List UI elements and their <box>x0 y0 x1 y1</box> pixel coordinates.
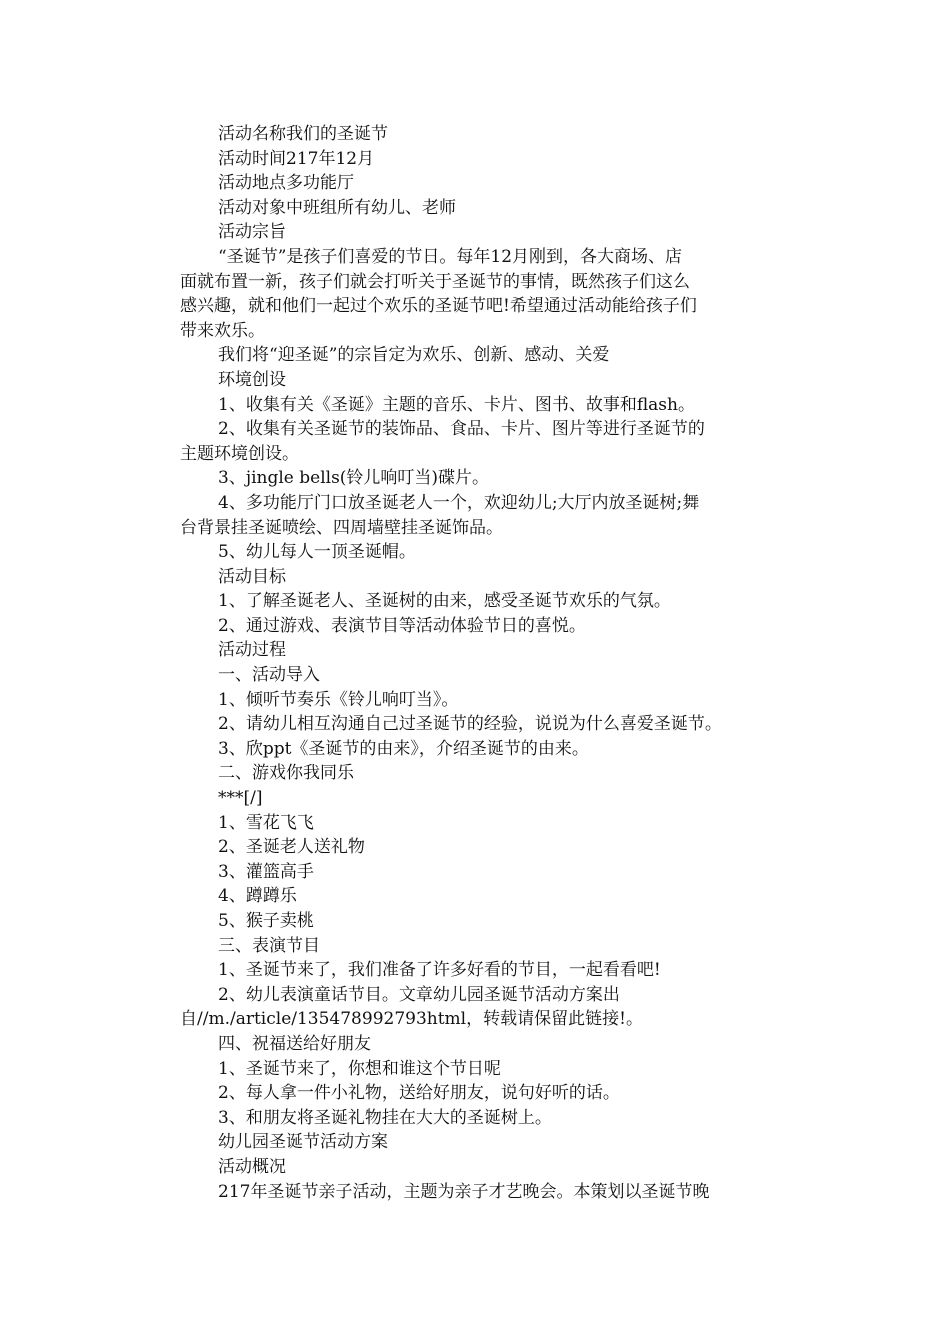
text-line: 2、幼儿表演童话节目。文章幼儿园圣诞节活动方案出 <box>218 984 620 1005</box>
text-line: 5、幼儿每人一顶圣诞帽。 <box>218 542 416 563</box>
text-line: 1、圣诞节来了，我们准备了许多好看的节目，一起看看吧! <box>218 960 661 981</box>
text-line: 1、了解圣诞老人、圣诞树的由来，感受圣诞节欢乐的气氛。 <box>218 591 671 612</box>
text-line: 活动时间217年12月 <box>218 148 375 169</box>
text-line: “圣诞节”是孩子们喜爱的节日。每年12月刚到，各大商场、店 <box>218 246 683 267</box>
document-body <box>180 122 780 1204</box>
text-line: 1、收集有关《圣诞》主题的音乐、卡片、图书、故事和flash。 <box>218 394 695 415</box>
text-line: 感兴趣，就和他们一起过个欢乐的圣诞节吧!希望通过活动能给孩子们 <box>180 296 697 317</box>
text-line: 3、灌篮高手 <box>218 861 314 882</box>
text-line: 活动对象中班组所有幼儿、老师 <box>218 197 456 218</box>
text-line: 1、倾听节奏乐《铃儿响叮当》。 <box>218 689 459 710</box>
text-line: 5、猴子卖桃 <box>218 911 314 931</box>
text-line: 我们将“迎圣诞”的宗旨定为欢乐、创新、感动、关爱 <box>218 345 610 366</box>
text-line: 4、多功能厅门口放圣诞老人一个，欢迎幼儿;大厅内放圣诞树;舞 <box>218 492 700 513</box>
text-line: 217年圣诞节亲子活动，主题为亲子才艺晚会。本策划以圣诞节晚 <box>218 1181 710 1202</box>
text-line: 2、通过游戏、表演节目等活动体验节日的喜悦。 <box>218 615 586 636</box>
text-line: 自//m./article/135478992793html，转载请保留此链接!。 <box>180 1009 643 1030</box>
text-line: 4、蹲蹲乐 <box>218 886 297 907</box>
text-line: 3、欣ppt《圣诞节的由来》，介绍圣诞节的由来。 <box>218 738 589 759</box>
text-line: 台背景挂圣诞喷绘、四周墙壁挂圣诞饰品。 <box>180 517 503 538</box>
text-line: 三、表演节目 <box>218 935 320 956</box>
text-line: 活动过程 <box>218 640 286 661</box>
text-line: 2、圣诞老人送礼物 <box>218 837 365 858</box>
text-line: ***[/] <box>218 788 263 809</box>
text-line: 环境创设 <box>218 369 286 390</box>
text-line: 活动目标 <box>218 566 286 587</box>
text-line: 二、游戏你我同乐 <box>218 763 354 784</box>
text-line: 带来欢乐。 <box>180 320 265 341</box>
text-line: 3、jingle bells(铃儿响叮当)碟片。 <box>218 468 490 489</box>
text-line: 2、收集有关圣诞节的装饰品、食品、卡片、图片等进行圣诞节的 <box>218 419 705 440</box>
text-line: 活动宗旨 <box>218 222 286 243</box>
text-line: 1、雪花飞飞 <box>218 812 314 833</box>
text-line: 3、和朋友将圣诞礼物挂在大大的圣诞树上。 <box>218 1107 552 1128</box>
text-line: 活动名称我们的圣诞节 <box>218 124 388 144</box>
text-line: 四、祝福送给好朋友 <box>218 1033 371 1054</box>
text-line: 2、请幼儿相互沟通自己过圣诞节的经验，说说为什么喜爱圣诞节。 <box>218 714 722 735</box>
text-line: 活动概况 <box>218 1156 286 1177</box>
text-line: 面就布置一新，孩子们就会打听关于圣诞节的事情，既然孩子们这么 <box>180 271 690 292</box>
text-line: 一、活动导入 <box>218 665 320 686</box>
text-line: 2、每人拿一件小礼物，送给好朋友，说句好听的话。 <box>218 1083 620 1104</box>
text-line: 1、圣诞节来了，你想和谁这个节日呢 <box>218 1058 501 1079</box>
text-line: 活动地点多功能厅 <box>218 173 354 194</box>
text-line: 幼儿园圣诞节活动方案 <box>218 1132 388 1153</box>
text-line: 主题环境创设。 <box>180 443 299 464</box>
